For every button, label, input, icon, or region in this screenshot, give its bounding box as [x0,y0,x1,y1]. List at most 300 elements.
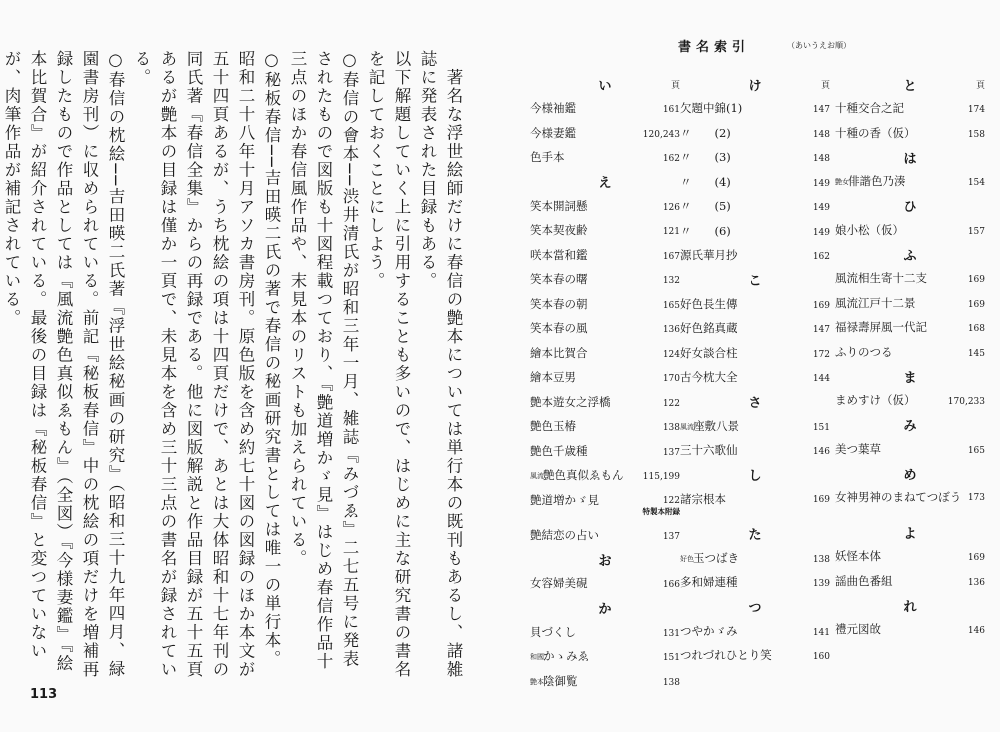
index-entry [530,121,680,146]
entry-title-wrap [530,320,663,336]
section-kana: け [748,78,762,94]
entry-title: 風流江戸十二景 [835,295,916,310]
entry-title: 女容婦美硯 [530,576,588,591]
entry-page: 149 [812,203,830,214]
entry-page-wrap [643,126,680,140]
entry-title: 艶道増かゞ見 [530,492,599,507]
section-kana: よ [903,526,917,542]
paragraph: 著名な浮世絵師だけに春信の艶本については単行本の既刊もあるし、諸雑誌に発表された目録もある。 [418,50,463,679]
entry-page-wrap [968,345,985,359]
entry-page: 136 [967,577,985,588]
index-entry [680,341,830,366]
entry-page: 172 [812,349,830,360]
index-entry [680,145,830,170]
index-section-heading [835,145,985,169]
entry-title-wrap [680,623,813,639]
index-column [530,72,680,693]
entry-page-wrap [663,101,680,115]
section-kana: め [903,467,917,483]
entry-page: 174 [967,105,985,116]
entry-page-wrap [813,370,830,384]
entry-page-wrap [813,648,830,662]
entry-title-wrap [835,270,968,286]
entry-title-wrap [680,320,813,336]
index-section-heading [835,242,985,266]
index-section-heading [530,72,680,96]
entry-page-wrap [813,551,830,565]
paragraph: ○春信の會本──渋井清氏が昭和三年一月、雑誌『みづゑ』二七五号に発表されたもので図版も十図程載つており、『艶道増かゞ見』はじめ春信作品十三点のほか春信風作品や、末見本のリストも加えられている。 [288,50,359,671]
entry-title-wrap [835,125,968,141]
index-entry [835,96,985,121]
entry-title-wrap [835,173,968,189]
index-entry [835,340,985,365]
entry-page-wrap [663,419,680,433]
entry-title-wrap [530,575,663,591]
entry-prefix: 艶本 [530,677,544,686]
entry-page: 132 [662,276,680,287]
entry-title-wrap [530,296,663,312]
entry-page-wrap [663,346,680,360]
entry-page: 131 [662,628,680,639]
entry-page: 146 [967,626,985,637]
entry-page-wrap [968,442,985,456]
index-entry [530,365,680,390]
entry-page: 115,199 [642,472,680,483]
section-kana: さ [748,396,762,411]
entry-title: 諸宗根本 [680,491,726,506]
entry-page-wrap [968,489,985,503]
entry-page-wrap [813,297,830,311]
entry-title-wrap [530,624,663,640]
section-kana: か [598,602,612,617]
entry-title: 繪本比賀合 [530,345,588,360]
index-entry [680,194,830,219]
entry-page-wrap [663,625,680,639]
entry-page: 158 [967,129,985,140]
section-kana: は [903,151,917,167]
entry-title: まめすけ（仮） [835,393,916,408]
entry-page-wrap [968,126,985,140]
entry-title: 笑本契夜齢 [530,223,588,238]
entry-title-wrap [680,100,813,116]
entry-title: 源氏華月抄 [680,248,738,263]
index-section-heading [835,520,985,544]
entry-page: 148 [812,129,830,140]
entry-title-wrap [530,345,663,361]
entry-title-wrap [680,418,813,434]
entry-page-wrap [968,223,985,237]
entry-page: 147 [812,105,830,116]
entry-page: 165 [662,300,680,311]
entry-title: 禮元図敀 [835,622,881,637]
entry-title-wrap [680,574,813,590]
entry-title-wrap [530,271,663,287]
entry-title: 風流相生寄十二支 [835,271,927,286]
entry-page-wrap [968,549,985,563]
entry-page: 169 [967,299,985,310]
entry-title-wrap [680,369,813,385]
index-entry [680,438,830,463]
index-entry [530,316,680,341]
entry-page-wrap [813,126,830,140]
entry-page-wrap [813,150,830,164]
entry-page: 138 [662,423,680,434]
page-column-header: 頁 [975,80,985,91]
entry-title: 〃 (4) [680,174,731,189]
index-entry [680,243,830,268]
entry-title: 好女談合柱 [680,345,738,360]
entry-title-wrap [680,125,813,141]
index-entry [680,414,830,439]
entry-page-wrap [968,174,985,188]
entry-page: 137 [662,531,680,542]
section-kana: と [903,78,917,94]
entry-page: 138 [662,677,680,688]
entry-page: 149 [812,227,830,238]
entry-title-wrap [680,296,813,312]
entry-title: 笑本春の風 [530,321,588,336]
entry-title: 艶色千歳種 [530,443,588,458]
entry-page: 160 [812,652,830,663]
entry-title-wrap [530,369,663,385]
entry-prefix: 風流 [530,472,544,481]
entry-page: 169 [812,300,830,311]
entry-page-wrap [663,395,680,409]
entry-page-wrap [968,271,985,285]
entry-title-wrap [835,222,968,238]
index-section-heading [680,463,830,487]
entry-title: 〃 (2) [680,125,731,140]
entry-title: 艶結恋の占い [530,527,599,542]
entry-title-wrap [530,149,663,165]
entry-page-wrap [663,150,680,164]
entry-page: 121 [662,227,680,238]
section-kana: み [903,419,917,434]
index-entry [680,619,830,644]
entry-page-wrap [813,224,830,238]
entry-title-wrap [530,100,663,116]
entry-title-wrap [680,550,813,566]
paragraph: ○春信の枕絵──吉田暎二氏著『浮世絵秘画の研究』（昭和三十九年四月、緑園書房刊）に収められている。前記『秘板春信』中の枕絵の項だけを増補再録したもので作品としては『風流艶色真似ゑもん』（全図）『今様妻鑑』『絵本比賀合』が紹介されている。最後の目録は『秘板春信』と変つていないが、肉筆作品が補記されている。 [2,50,125,679]
entry-page: 168 [967,324,985,335]
entry-title-wrap [835,621,968,637]
entry-title-wrap [530,247,663,263]
index-entry [680,292,830,317]
index-entry [530,523,680,548]
index-entry [680,96,830,121]
index-entry [530,96,680,121]
entry-page-wrap [813,575,830,589]
entry-page-wrap [948,393,985,407]
entry-page: 169 [812,494,830,505]
body-text [0,50,466,680]
entry-page: 149 [812,178,830,189]
entry-title: 〃 (5) [680,199,731,214]
entry-title-wrap [835,100,968,116]
entry-title: 艶色真似ゑもん [543,468,624,483]
index-section-heading [680,390,830,414]
entry-page: 148 [812,154,830,165]
entry-title: 古今枕大全 [680,370,738,385]
entry-title: 福禄壽屏風一代記 [835,320,927,335]
entry-prefix: 和國 [530,653,544,662]
entry-title: 三十六歌仙 [680,443,738,458]
entry-page: 173 [967,493,985,503]
entry-title: 笑本春の曙 [530,272,588,287]
index-entry [530,243,680,268]
entry-title-wrap [530,418,663,434]
entry-prefix: 好色 [680,554,694,563]
entry-title-wrap [530,222,663,238]
index-entry [680,219,830,244]
entry-page: 165 [967,445,985,456]
entry-page-wrap [643,492,681,517]
index-entry [835,617,985,642]
index-entry [680,365,830,390]
index-entry [835,485,985,520]
index-entry [530,414,680,439]
entry-page: 157 [967,226,985,237]
entry-page: 146 [812,447,830,458]
index-section-heading [835,364,985,388]
entry-title: 玉つばき [693,550,739,565]
entry-title: 妖怪本体 [835,549,881,564]
entry-page-wrap [813,321,830,335]
entry-page-wrap [663,223,680,237]
entry-title: 艶色玉椿 [530,419,576,434]
entry-title: 陰御覧 [543,673,578,688]
entry-page-wrap [813,443,830,457]
entry-title: 好色長生傳 [680,296,738,311]
entry-page-wrap [643,468,680,482]
index-section-heading [835,194,985,218]
index-entry [835,266,985,291]
entry-page: 126 [662,202,680,213]
index-entry [530,341,680,366]
entry-page: 169 [967,275,985,286]
entry-page: 166 [662,580,680,591]
index-entry [680,170,830,195]
section-kana: ふ [903,248,917,264]
index-entry [530,439,680,464]
entry-title-wrap [530,648,663,664]
index-entry [530,644,680,669]
index-entry [530,145,680,170]
entry-title-wrap [530,467,643,483]
index-entry [530,620,680,645]
entry-title: 欠題中錦(1) [680,101,743,116]
section-kana: い [598,78,612,94]
entry-title: 〃 (6) [680,223,731,238]
section-kana: し [748,469,762,484]
entry-page-wrap [968,101,985,115]
index-entry [680,643,830,668]
entry-title-wrap [530,673,663,689]
entry-page: 161 [662,105,680,116]
entry-title-wrap [835,573,968,589]
entry-page-wrap [813,491,830,505]
index-entry [680,546,830,571]
entry-page: 136 [662,325,680,336]
section-kana: お [598,553,612,569]
entry-page-wrap [968,320,985,334]
entry-page-wrap [663,370,680,384]
entry-title-wrap [530,125,643,141]
index-section-heading [835,413,985,437]
index-section-heading [680,595,830,619]
index-section-heading [835,461,985,485]
entry-page-wrap [813,248,830,262]
entry-title: 繪本豆男 [530,370,576,385]
section-kana: え [598,176,612,191]
entry-page: 167 [662,251,680,262]
index-entry [530,267,680,292]
entry-page-wrap [663,528,680,542]
entry-title: 色手本 [530,150,565,165]
entry-page-wrap [663,297,680,311]
paragraph: ○秘板春信──吉田暎二氏の著で春信の秘画研究書としては唯一の単行本。昭和二十八年十月アソカ書房刊。原色版を含め約七十図の図録のほか本文が五十四頁あるが、うち枕絵の項は十四頁だけで、あとは大体昭和十七年刊の同氏著『春信全集』からの再録である。他に図版解説と作品目録が五十五頁あるが艶本の目録は僅か一頁で、未見本を含め三十三点の書名が録されている。 [132,50,281,679]
entry-page: 145 [967,348,985,359]
entry-page: 147 [812,325,830,336]
entry-page: 122 [662,495,680,506]
index-column [680,72,830,668]
entry-page: 124 [662,349,680,360]
index-section-heading [680,268,830,292]
entry-page-wrap [968,622,985,636]
index-entry [680,570,830,595]
entry-title: 十種交合之記 [835,101,904,116]
entry-page-wrap [813,199,830,213]
entry-page: 151 [812,422,830,433]
entry-title: つれづれひとり笑 [680,648,772,663]
entry-page-wrap [968,574,985,588]
index-entry [835,437,985,462]
index-title: 書名索引 [678,40,751,55]
index-entry [530,669,680,694]
entry-title: 美つ葉草 [835,441,881,456]
entry-title-wrap [680,647,813,663]
entry-page: 162 [662,154,680,165]
entry-title-wrap [835,441,968,457]
index-entry [530,463,680,488]
index-section-heading [835,72,985,96]
entry-prefix: 艶女 [835,178,849,187]
index-section-heading [530,170,680,194]
entry-page-wrap [968,296,985,310]
index-subtitle: （あいうえお順） [787,41,851,50]
index-entry [835,315,985,340]
index-entry [835,169,985,194]
entry-title-wrap [530,443,663,459]
page-number: 113 [30,687,58,702]
entry-page-wrap [813,101,830,115]
entry-page: 154 [967,178,985,189]
index-section-heading [680,522,830,546]
entry-title: かゝみゑ [543,649,589,664]
index-entry [835,388,985,413]
entry-title-wrap [835,319,968,335]
index-entry [530,218,680,243]
entry-title-wrap [835,548,968,564]
entry-page-wrap [663,576,680,590]
index-column [835,72,985,642]
entry-title-wrap [680,491,813,507]
entry-title: 貝づくし [530,624,576,639]
entry-title-wrap [680,223,813,239]
entry-note: 特製本附録 [642,506,680,516]
entry-title: 十種の香（仮） [835,125,916,140]
entry-page-wrap [663,321,680,335]
entry-title: 笑本春の朝 [530,296,588,311]
entry-title: 〃 (3) [680,150,731,165]
index-entry [835,544,985,569]
index-section-heading [530,547,680,571]
index-entry [530,571,680,596]
index-entry [530,390,680,415]
entry-page: 170,233 [947,397,985,408]
entry-title-wrap [835,344,968,360]
entry-page: 162 [812,252,830,263]
entry-title: 咲本當和鑑 [530,247,588,262]
entry-prefix: 風流 [680,422,694,431]
entry-page-wrap [813,175,830,189]
entry-page: 169 [967,553,985,564]
page-column-header: 頁 [670,80,680,91]
index-entry [530,194,680,219]
entry-title: 今様袖鑑 [530,101,576,116]
right-page [500,0,1000,732]
entry-page-wrap [813,624,830,638]
entry-page-wrap [813,419,830,433]
entry-page-wrap [663,649,680,663]
entry-title-wrap [835,295,968,311]
entry-title-wrap [680,345,813,361]
index-entry [835,121,985,146]
entry-page: 144 [812,374,830,385]
entry-title: ふりのつる [835,344,893,359]
index-entry [835,291,985,316]
entry-title: つやかゞみ [680,623,738,638]
section-kana: つ [748,601,762,616]
entry-page: 170 [662,374,680,385]
entry-page-wrap [663,674,680,688]
entry-title: 座敷八景 [693,418,739,433]
section-kana: こ [748,274,762,289]
entry-page: 120,243 [642,129,680,140]
index-entry [680,121,830,146]
entry-page: 141 [812,627,830,638]
entry-title-wrap [530,394,663,410]
entry-page: 151 [662,653,680,664]
entry-page: 122 [662,398,680,409]
entry-title: 笑本開詞懸 [530,198,588,213]
entry-page: 137 [662,447,680,458]
section-kana: れ [903,599,917,615]
index-section-heading [680,72,830,96]
entry-page-wrap [663,248,680,262]
entry-title: 謡曲色番組 [835,573,893,588]
entry-title-wrap [835,392,948,408]
entry-title-wrap [530,527,663,543]
entry-title: 女神男神のまねてつぼう [835,490,962,504]
index-entry [530,488,680,523]
entry-title: 俳諧色乃湊 [848,174,906,189]
index-entry [835,218,985,243]
entry-title-wrap [835,489,968,505]
entry-title-wrap [680,149,813,165]
entry-title: 娘小松（仮） [835,222,904,237]
entry-title-wrap [530,492,643,508]
